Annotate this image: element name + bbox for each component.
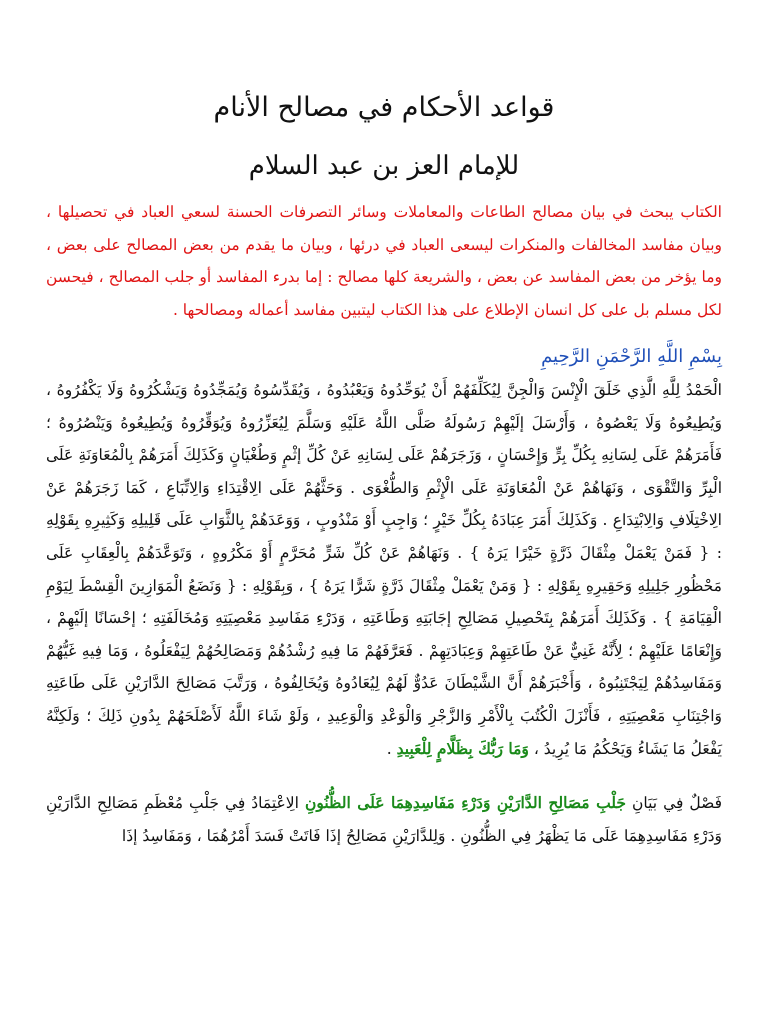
intro-paragraph — [46, 374, 722, 765]
section-text: الِاعْتِمَادُ فِي جَلْبِ مُعْظَمِ مَصَالِحِ الدَّارَيْنِ وَدَرْءِ مَفَاسِدِهِمَا عَلَى مَا يَظْهَرُ فِي الظُّنُونِ . وَلِلدَّارَيْنِ مَصَالِحُ إذَا فَاتَتْ فَسَدَ أَمْرُهُمَا ، وَمَفَاسِدُ إذَا — [46, 794, 722, 845]
section-heading: جَلْبِ مَصَالِحِ الدَّارَيْنِ وَدَرْءِ مَفَاسِدِهِمَا عَلَى الظُّنُونِ — [304, 793, 627, 813]
intro-verse: وَمَا رَبُّكَ بِظَلَّامٍ لِلْعَبِيدِ — [396, 738, 529, 758]
basmala: بِسْمِ اللَّهِ الرَّحْمَنِ الرَّحِيمِ — [541, 346, 722, 367]
intro-end: . — [386, 739, 397, 758]
intro-text: الْحَمْدُ لِلَّهِ الَّذِي خَلَقَ الْإِنْسَ وَالْجِنَّ لِيُكَلِّفَهُمْ أَنْ يُوَحِّدُوهُ وَيَعْبُدُوهُ ، وَيُقَدِّسُوهُ وَيُمَجِّدُوهُ وَيَشْكُرُوهُ وَلَا يَكْفُرُوهُ ، وَيُطِيعُوهُ وَلَا يَعْصُوهُ ، وَأَرْسَلَ إلَيْهِمْ رَسُولَهُ صَلَّى اللَّهُ عَلَيْهِ وَسَلَّمَ لِيُعَزِّرُوهُ وَيُوَقِّرُوهُ وَيُطِيعُوهُ وَيَنْصُرُوهُ ؛ فَأَمَرَهُمْ عَلَى لِسَانِهِ بِكُلِّ بِرٍّ وَإِحْسَانٍ ، وَزَجَرَهُمْ عَلَى لِسَانِهِ عَنْ كُلِّ إثْمٍ وَطُغْيَانٍ وَكَذَلِكَ أَمَرَهُمْ بِالْمُعَاوَنَةِ عَلَى الْبِرِّ وَالتَّقْوَى ، وَنَهَاهُمْ عَنْ الْمُعَاوَنَةِ عَلَى الْإِثْمِ وَالطُّغْوَى . وَحَثَّهُمْ عَلَى الِاقْتِدَاءِ وَالِاتِّبَاعِ ، كَمَا زَجَرَهُمْ عَنْ الِاخْتِلَافِ وَالِابْتِدَاعِ . وَكَذَلِكَ أَمَرَ عِبَادَهُ بِكُلِّ خَيْرٍ ؛ وَاجِبٍ أَوْ مَنْدُوبٍ ، وَوَعَدَهُمْ بِالثَّوَابِ عَلَى قَلِيلِهِ وَكَثِيرِهِ بِقَوْلِهِ : { فَمَنْ يَعْمَلْ مِثْقَالَ ذَرَّةٍ خَيْرًا يَرَهُ } . وَنَهَاهُمْ عَنْ كُلِّ شَرٍّ مُحَرَّمٍ أَوْ مَكْرُوهٍ ، وَتَوَعَّدَهُمْ بِالْعِقَابِ عَلَى مَحْظُورِ جَلِيلِهِ وَحَقِيرِهِ بِقَوْلِهِ : { وَمَنْ يَعْمَلْ مِثْقَالَ ذَرَّةٍ شَرًّا يَرَهُ } ، وَبِقَوْلِهِ : { وَنَضَعُ الْمَوَازِينَ الْقِسْطَ لِيَوْمِ الْقِيَامَةِ } . وَكَذَلِكَ أَمَرَهُمْ بِتَحْصِيلِ مَصَالِحِ إجَابَتِهِ وَطَاعَتِهِ ، وَدَرْءِ مَفَاسِدِ مَعْصِيَتِهِ وَمُخَالَفَتِهِ ؛ إحْسَانًا إلَيْهِمْ ، وَإِنْعَامًا عَلَيْهِمْ ؛ لِأَنَّهُ غَنِيٌّ عَنْ طَاعَتِهِمْ وَعِبَادَتِهِمْ . فَعَرَّفَهُمْ مَا فِيهِ رُشْدُهُمْ وَمَصَالِحُهُمْ لِيَفْعَلُوهُ ، وَمَا فِيهِ غَيُّهُمْ وَمَفَاسِدُهُمْ لِيَجْتَنِبُوهُ ، وَأَخْبَرَهُمْ أَنَّ الشَّيْطَانَ عَدُوٌّ لَهُمْ لِيُعَادُوهُ وَيُخَالِفُوهُ ، وَرَتَّبَ مَصَالِحَ الدَّارَيْنِ عَلَى طَاعَتِهِ وَاجْتِنَابِ مَعْصِيَتِهِ ، فَأَنْزَلَ الْكُتُبَ بِالْأَمْرِ وَالزَّجْرِ وَالْوَعْدِ وَالْوَعِيدِ ، وَلَوْ شَاءَ اللَّهُ لَأَصْلَحَهُمْ بِدُونِ ذَلِكَ ؛ وَلَكِنَّهُ يَفْعَلُ مَا يَشَاءُ وَيَحْكُمُ مَا يُرِيدُ ، — [46, 381, 722, 758]
section-paragraph — [46, 787, 722, 852]
book-title: قواعد الأحكام في مصالح الأنام — [213, 92, 555, 123]
book-author: للإمام العز بن عبد السلام — [248, 151, 520, 181]
book-abstract: الكتاب يبحث في بيان مصالح الطاعات والمعاملات وسائر التصرفات الحسنة لسعي العباد في تحصيلها ، وبيان مفاسد المخالفات والمنكرات ليسعى العباد في درئها ، وبيان ما يقدم من بعض المصالح على بعض ، وما يؤخر من بعض المفاسد عن بعض ، والشريعة كلها مصالح : إما بدرء المفاسد أو جلب المصالح ، فيحسن لكل مسلم بل على كل انسان الإطلاع على هذا الكتاب ليتبين مفاسد أعماله ومصالحها . — [46, 203, 722, 319]
section-start: فَصْلٌ فِي بَيَانِ — [626, 794, 722, 813]
